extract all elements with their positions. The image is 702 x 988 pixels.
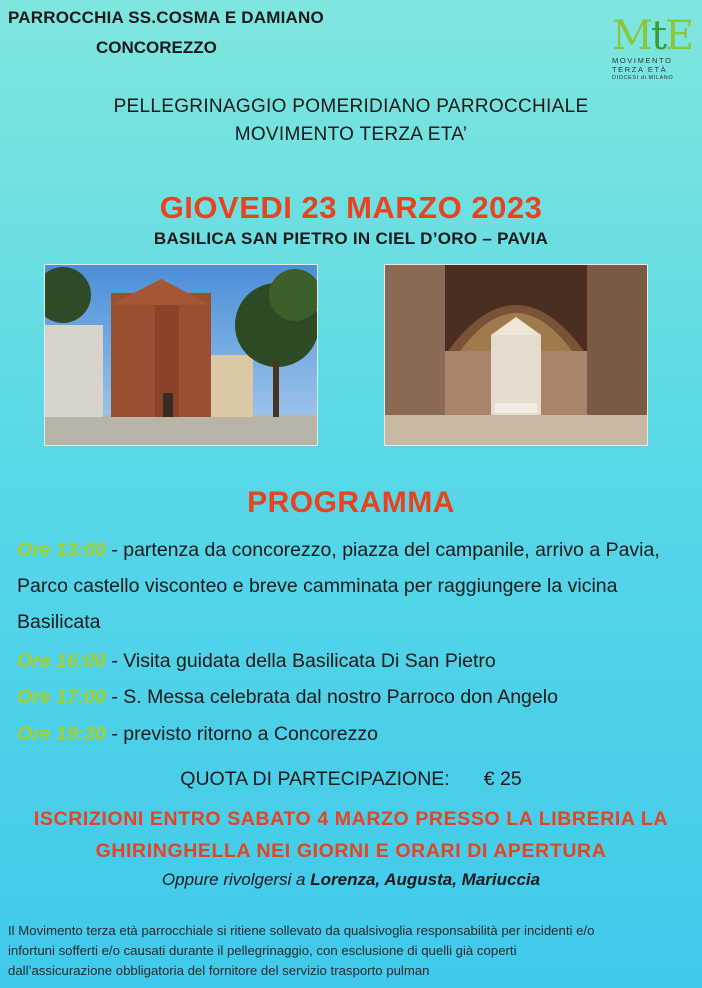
contacts-names: Lorenza, Augusta, Mariuccia (310, 870, 541, 889)
parish-name: PARROCCHIA SS.COSMA E DAMIANO (8, 8, 324, 27)
program-text: - S. Messa celebrata dal nostro Parroco don Angelo (105, 686, 558, 708)
disclaimer-line-1: Il Movimento terza età parrocchiale si ritiene sollevato da qualsivoglia responsabilità per incidenti e/o (8, 923, 595, 938)
parish-town: CONCOREZZO (96, 38, 217, 57)
logo-text-3: DIOCESI di MILANO (612, 75, 674, 81)
program-text: - previsto ritorno a Concorezzo (105, 723, 378, 745)
basilica-interior-photo (384, 264, 648, 446)
logo-text-1: MOVIMENTO (612, 56, 673, 65)
quota-line (0, 768, 702, 791)
program-time: Ore 13:00 (17, 539, 106, 561)
program-item (17, 716, 697, 752)
program-time: Ore 19:30 (17, 723, 106, 745)
event-date: GIOVEDI 23 MARZO 2023 (159, 190, 543, 225)
contacts-line (0, 870, 702, 890)
program-item (17, 679, 697, 715)
quota-amount: € 25 (483, 768, 522, 790)
program-text: - partenza da concorezzo, piazza del campanile, arrivo a Pavia, Parco castello visconteo e breve camminata per raggiungere la vicina Basilicata (17, 539, 660, 633)
movimento-terza-eta-logo (612, 13, 696, 92)
disclaimer-line-2: infortuni sofferti e/o causati durante il pellegrinaggio, con esclusione di quelli già coperti (8, 943, 517, 958)
event-place: BASILICA SAN PIETRO IN CIEL D’ORO – PAVIA (153, 229, 549, 248)
event-subtitle-2: MOVIMENTO TERZA ETA’ (234, 124, 468, 145)
quota-label: QUOTA DI PARTECIPAZIONE: (180, 768, 450, 790)
program-time: Ore 16:00 (17, 650, 106, 672)
contacts-prefix: Oppure rivolgersi a (161, 870, 311, 889)
program-title: PROGRAMMA (247, 486, 455, 519)
program-time: Ore 17:00 (17, 686, 106, 708)
program-text: - Visita guidata della Basilicata Di San Pietro (105, 650, 496, 672)
logo-text-2: TERZA ETÀ (612, 65, 668, 74)
program-item (17, 532, 697, 640)
registration-line-1: ISCRIZIONI ENTRO SABATO 4 MARZO PRESSO LA LIBRERIA LA (33, 808, 669, 830)
registration-line-2: GHIRINGHELLA NEI GIORNI E ORARI DI APERTURA (95, 840, 607, 862)
registration-notice (0, 803, 702, 867)
disclaimer-line-3: dall’assicurazione obbligatoria del fornitore del servizio trasporto pulman (8, 963, 430, 978)
basilica-exterior-photo (44, 264, 318, 446)
disclaimer (8, 921, 698, 981)
event-subtitle-1: PELLEGRINAGGIO POMERIDIANO PARROCCHIALE (113, 96, 589, 117)
logo-mark: MtE (612, 13, 693, 59)
program-item (17, 643, 697, 679)
